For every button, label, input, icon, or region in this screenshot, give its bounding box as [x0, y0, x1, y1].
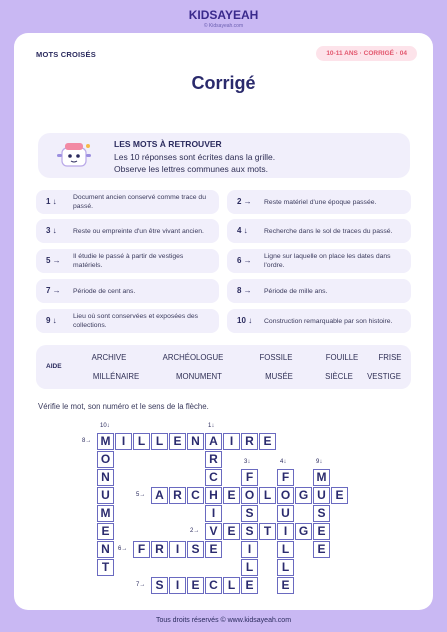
grid-cell: F	[133, 541, 150, 558]
logo-text: KIDSAYEAH	[188, 8, 259, 22]
grid-cell: C	[205, 469, 222, 486]
word-bank-item: MONUMENT	[176, 372, 222, 381]
grid-cell: E	[223, 487, 240, 504]
grid-label-3: 3↓	[244, 459, 251, 465]
grid-cell: M	[313, 469, 330, 486]
header-category: MOTS CROISÉS	[36, 50, 96, 59]
grid-cell: L	[259, 487, 276, 504]
clue-text: Période de mille ans.	[264, 287, 328, 295]
grid-cell: I	[169, 541, 186, 558]
grid-label-7: 7→	[136, 582, 146, 588]
grid-cell: G	[295, 523, 312, 540]
grid-cell: U	[277, 505, 294, 522]
grid-cell: H	[205, 487, 222, 504]
clue-number: 4 ↓	[237, 226, 248, 235]
grid-cell: S	[241, 523, 258, 540]
clue-number: 9 ↓	[46, 316, 57, 325]
clue-text: Ligne sur laquelle on place les dates dans l'ordre.	[264, 253, 391, 269]
word-bank-item: FRISE	[378, 353, 402, 362]
grid-cell: E	[97, 523, 114, 540]
grid-cell: C	[205, 577, 222, 594]
grid-cell: R	[151, 541, 168, 558]
grid-cell: R	[169, 487, 186, 504]
grid-cell: E	[259, 433, 276, 450]
grid-cell: E	[331, 487, 348, 504]
grid-cell: R	[205, 451, 222, 468]
grid-cell: M	[97, 433, 114, 450]
grid-cell: C	[187, 487, 204, 504]
grid-cell: E	[187, 577, 204, 594]
grid-cell: E	[205, 541, 222, 558]
grid-cell: U	[97, 487, 114, 504]
grid-cell: L	[133, 433, 150, 450]
grid-cell: S	[241, 505, 258, 522]
clue-text: Il étudie le passé à partir de vestiges matériels.	[73, 253, 184, 269]
crossword-grid	[14, 33, 433, 610]
clue-text: Période de cent ans.	[73, 287, 136, 295]
grid-label-1: 1↓	[208, 423, 215, 429]
grid-cell: N	[187, 433, 204, 450]
grid-cell: L	[277, 541, 294, 558]
grid-cell: L	[223, 577, 240, 594]
grid-cell: S	[187, 541, 204, 558]
grid-cell: S	[313, 505, 330, 522]
grid-label-8: 8→	[82, 438, 92, 444]
clue-text: Reste matériel d'une époque passée.	[264, 198, 377, 206]
logo-subtitle: © Kidsayeah.com	[203, 23, 244, 29]
grid-label-5: 5→	[136, 492, 146, 498]
grid-cell: E	[223, 523, 240, 540]
grid-cell: I	[169, 577, 186, 594]
worksheet-card	[14, 33, 433, 610]
word-bank-item: ARCHIVE	[91, 353, 127, 362]
grid-cell: A	[151, 487, 168, 504]
grid-cell: A	[205, 433, 222, 450]
grid-cell: L	[241, 559, 258, 576]
clue-number: 6 →	[237, 256, 252, 265]
grid-cell: I	[223, 433, 240, 450]
word-bank-item: VESTIGE	[367, 372, 401, 381]
clue-number: 7 →	[46, 286, 61, 295]
clue-text: Reste ou empreinte d'un être vivant ancien.	[73, 227, 204, 235]
grid-cell: N	[97, 469, 114, 486]
grid-cell: E	[277, 577, 294, 594]
grid-cell: S	[151, 577, 168, 594]
grid-cell: R	[241, 433, 258, 450]
grid-label-9: 9↓	[316, 459, 323, 465]
grid-cell: E	[313, 523, 330, 540]
grid-cell: L	[151, 433, 168, 450]
grid-label-10: 10↓	[100, 423, 110, 429]
clue-text: Construction remarquable par son histoire.	[264, 317, 393, 325]
grid-cell: I	[205, 505, 222, 522]
clue-text: Recherche dans le sol de traces du passé.	[264, 227, 393, 235]
grid-cell: I	[277, 523, 294, 540]
grid-cell: F	[277, 469, 294, 486]
grid-cell: I	[115, 433, 132, 450]
grid-cell: L	[277, 559, 294, 576]
intro-line-1: Les 10 réponses sont écrites dans la grille.	[114, 152, 276, 162]
grid-cell: E	[313, 541, 330, 558]
footer-copyright: Tous droits réservés © www.kidsayeah.com	[155, 617, 292, 624]
grid-cell: O	[277, 487, 294, 504]
clue-number: 3 ↓	[46, 226, 57, 235]
page-title: Corrigé	[191, 73, 256, 93]
grid-cell: M	[97, 505, 114, 522]
word-bank-item: ARCHÉOLOGUE	[162, 353, 224, 362]
clue-text: Lieu où sont conservées et exposées des collections.	[73, 313, 199, 329]
grid-cell: V	[205, 523, 222, 540]
clue-number: 10 ↓	[237, 316, 253, 325]
clue-text: Document ancien conservé comme trace du passé.	[73, 194, 206, 210]
grid-cell: N	[97, 541, 114, 558]
intro-heading: LES MOTS À RETROUVER	[114, 139, 222, 149]
grid-cell: F	[241, 469, 258, 486]
word-bank-item: MILLÉNAIRE	[92, 372, 140, 381]
word-bank-item: SIÈCLE	[325, 372, 353, 381]
grid-cell: G	[295, 487, 312, 504]
header-badge: 10-11 ANS · CORRIGÉ · 04	[316, 46, 417, 61]
clue-number: 1 ↓	[46, 197, 57, 206]
clue-number: 2 →	[237, 197, 252, 206]
clue-number: 5 →	[46, 256, 61, 265]
grid-cell: T	[97, 559, 114, 576]
grid-cell: O	[241, 487, 258, 504]
word-bank-label: AIDE	[46, 363, 62, 370]
grid-label-6: 6→	[118, 546, 128, 552]
grid-cell: E	[169, 433, 186, 450]
grid-label-2: 2→	[190, 528, 200, 534]
brand-logo	[0, 8, 447, 29]
grid-cell: U	[313, 487, 330, 504]
grid-label-4: 4↓	[280, 459, 287, 465]
intro-line-2: Observe les lettres communes aux mots.	[114, 164, 269, 174]
instruction-hint: Vérifie le mot, son numéro et le sens de la flèche.	[38, 402, 209, 411]
grid-cell: E	[241, 577, 258, 594]
grid-cell: I	[241, 541, 258, 558]
word-bank-item: FOUILLE	[325, 353, 359, 362]
word-bank-item: MUSÉE	[265, 372, 293, 381]
word-bank-item: FOSSILE	[259, 353, 293, 362]
grid-cell: T	[259, 523, 276, 540]
grid-cell: O	[97, 451, 114, 468]
clue-number: 8 →	[237, 286, 252, 295]
